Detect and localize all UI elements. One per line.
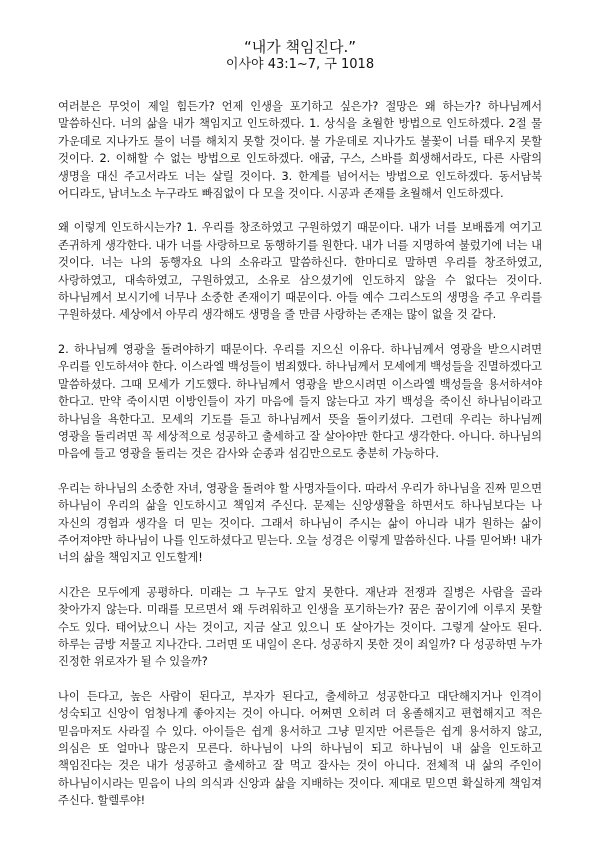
paragraph-5: 시간은 모두에게 공평하다. 미래는 그 누구도 알지 못한다. 재난과 전쟁과 질병은 사람을 골라 찾아가지 않는다. 미래를 모르면서 왜 두려워하고 인생을 포기하는가? 꿈은 꿈이기에 이루지 못할 수도 있다. 태어났으니 사는 것이고, 지금 살고 있으니 또 살아가는 것이다. 그렇게 살아도 된다. 하루는 금방 저물고 지나간다. 그러면 또 내일이 온다. 성공하지 못한 것이 죄일까? 다 성공하면 누가 진정한 위로자가 될 수 있을까?	[58, 585, 542, 669]
paragraph-6: 나이 든다고, 높은 사람이 된다고, 부자가 된다고, 출세하고 성공한다고 대단해지거나 인격이 성숙되고 신앙이 엄청나게 좋아지는 것이 아니다. 어쩌면 오히려 더 옹졸해지고 편협해지고 적은 믿음마저도 사라질 수 있다. 아이들은 쉽게 용서하고 그냥 믿지만 어른들은 쉽게 용서하지 않고, 의심은 또 얼마나 많은지 모른다. 하나님이 나의 하나님이 되고 하나님이 내 삶을 인도하고 책임진다는 것은 내가 성공하고 출세하고 잘 먹고 잘사는 것이 아니다. 전체적 내 삶의 주인이 하나님이시라는 믿음이 나의 의식과 신앙과 삶을 지배하는 것이다. 제대로 믿으면 확실하게 책임져 주신다. 할렐루야!	[58, 689, 542, 808]
paragraph-3: 2. 하나님께 영광을 돌려야하기 때문이다. 우리를 지으신 이유다. 하나님께서 영광을 받으시려면 우리를 인도하셔야 한다. 이스라엘 백성들이 범죄했다. 하나님께서 모세에게 백성들을 진멸하겠다고 말씀하셨다. 그때 모세가 기도했다. 하나님께서 영광을 받으시려면 이스라엘 백성들을 용서하셔야 한다고. 만약 죽이시면 이방인들이 자기 마음에 들지 않는다고 자기 백성을 죽이신 하나님이라고 하나님을 욕한다고. 모세의 기도를 듣고 하나님께서 뜻을 돌이키셨다. 그런데 우리는 하나님께 영광을 돌리려면 꼭 세상적으로 성공하고 출세하고 잘 살아야만 한다고 생각한다. 아니다. 하나님의 마음에 들고 영광을 돌리는 것은 감사와 순종과 섬김만으로도 충분히 가능하다.	[58, 342, 542, 461]
paragraph-1: 여러분은 무엇이 제일 힘든가? 언제 인생을 포기하고 싶은가? 절망은 왜 하는가? 하나님께서 말씀하신다. 너의 삶을 내가 책임지고 인도하겠다. 1. 상식을 초월한 방법으로 인도하겠다. 2절 물 가운데로 지나가도 물이 너를 해치지 못할 것이다. 불 가운데로 지나가도 불꽃이 너를 태우지 못할 것이다. 2. 이해할 수 없는 방법으로 인도하겠다. 애굽, 구스, 스바를 희생해서라도, 다른 사람의 생명을 대신 주고서라도 너는 살릴 것이다. 3. 한계를 넘어서는 방법으로 인도하겠다. 동서남북 어디라도, 남녀노소 누구라도 빠짐없이 다 모을 것이다. 시공과 존재를 초월해서 인도하겠다.	[58, 100, 542, 201]
paragraph-2: 왜 이렇게 인도하시는가? 1. 우리를 창조하였고 구원하였기 때문이다. 내가 너를 보배롭게 여기고 존귀하게 생각한다. 내가 너를 사랑하므로 동행하기를 원한다. 내가 너를 지명하여 불렀기에 너는 내 것이다. 너는 나의 동행자요 나의 소유라고 말씀하신다. 한마디로 말하면 우리를 창조하였고, 사랑하였고, 대속하였고, 구원하였고, 소유로 삼으셨기에 인도하지 않을 수 없다는 것이다. 하나님께서 보시기에 너무나 소중한 존재이기 때문이다. 아들 예수 그리스도의 생명을 주고 우리를 구원하셨다. 세상에서 아무리 생각해도 생명을 줄 만큼 사랑하는 존재는 많이 없을 것 같다.	[58, 221, 542, 322]
title-block	[58, 38, 542, 74]
paragraph-4: 우리는 하나님의 소중한 자녀, 영광을 돌려야 할 사명자들이다. 따라서 우리가 하나님을 진짜 믿으면 하나님이 우리의 삶을 인도하시고 책임져 주신다. 문제는 신앙생활을 하면서도 하나님보다는 나 자신의 경험과 생각을 더 믿는 것이다. 그래서 하나님이 주시는 삶이 아니라 내가 원하는 삶이 주어져야만 하나님이 나를 인도하셨다고 믿는다. 오늘 성경은 이렇게 말씀하신다. 나를 믿어봐! 내가 너의 삶을 책임지고 인도할게!	[58, 481, 542, 565]
scripture-reference: 이사야 43:1~7, 구 1018	[225, 57, 375, 72]
sermon-title: “내가 책임진다.”	[243, 38, 357, 56]
